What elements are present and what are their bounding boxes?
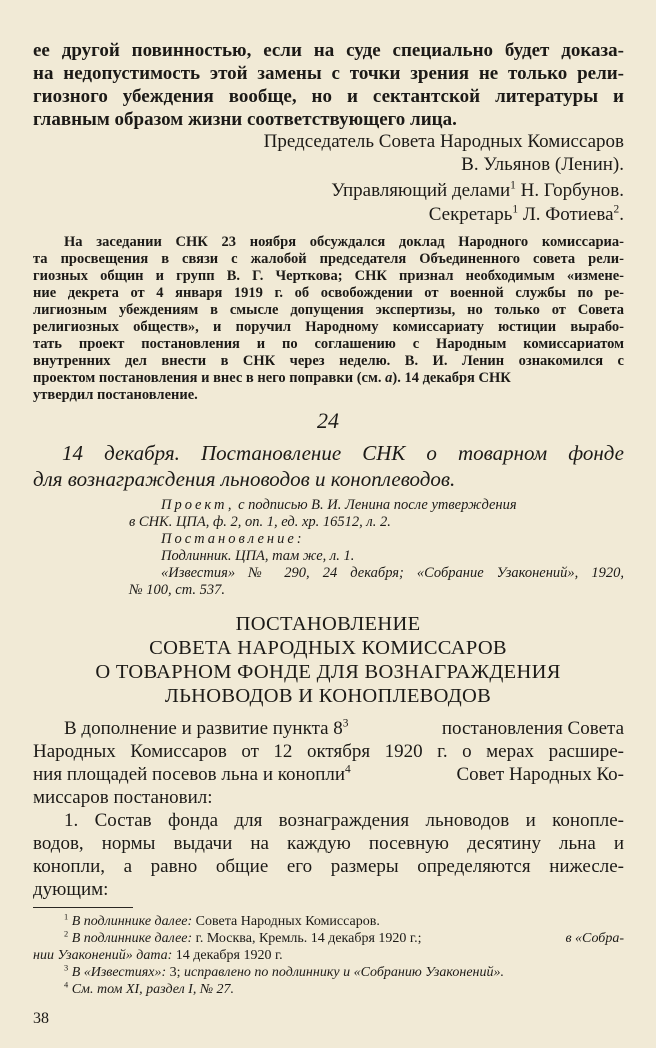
body-line-7: конопли, а равно общие его размеры определяются нижесле- [33,856,624,877]
note-line-9-start [33,370,511,387]
top-paragraph-line-3: гиозного убеждения вообще, но и сектантской литературы и [33,86,624,107]
top-paragraph-line-1: ее другой повинностью, если на суде специально будет доказа- [33,40,624,61]
footnote-1-text: Совета Народных Комиссаров. [192,914,380,929]
secretary-title: Секретарь [428,204,513,225]
source-draft-label [161,497,517,514]
document-number: 24 [317,408,339,433]
body-line-1-start [64,718,349,740]
footnote-3-italic: В «Известиях»: [71,965,167,980]
signature-manager [331,180,624,202]
footnote-ref-2: 2 [613,203,620,216]
signature-chair-title: Председатель Совета Народных Комиссаров [263,131,624,152]
footnote-divider [33,907,133,908]
footnote-ref-1: 1 [510,179,516,192]
footnote-2-cont-text: 14 декабря 1920 г. [172,948,283,963]
footnote-2-italic-end: в «Собра- [565,931,624,946]
body-line-3 [33,764,624,786]
title-line-1: ПОСТАНОВЛЕНИЕ [235,613,421,635]
footnote-3-number: 3 [64,963,69,973]
footnote-4-italic: См. том XI, раздел I, № 27. [71,982,235,997]
note-line-1: На заседании СНК 23 ноября обсуждался доклад Народного комиссариа- [64,234,624,250]
footnote-1 [64,914,380,930]
footnote-4 [64,982,234,998]
footnote-2-cont [33,948,283,964]
document-heading-line-1: 14 декабря. Постановление СНК о товарном фонде [62,441,624,465]
footnote-3-italic-end: исправлено по подлиннику и «Собранию Узаконений». [180,965,505,980]
body-line-1-text: В дополнение и развитие пункта 8 [64,718,343,739]
body-line-8: дующим: [33,879,109,900]
body-line-4: миссаров постановил: [33,787,213,808]
footnote-3 [64,965,504,981]
secretary-name: Л. Фотиева [518,204,614,225]
manager-name: Н. Горбунов. [515,180,624,201]
footnote-2-cont-italic: нии Узаконений» дата: [33,948,173,963]
title-line-2: СОВЕТА НАРОДНЫХ КОМИССАРОВ [149,637,507,659]
source-line-1 [161,497,624,514]
source-line-6: № 100, ст. 537. [129,582,226,598]
body-line-1-end: постановления Совета [441,718,624,739]
note-line-7: тать проект постановления и по соглашению с Народным комиссариатом [33,336,624,352]
footnote-2-italic: В подлиннике далее: [71,931,193,946]
footnote-2-text: г. Москва, Кремль. 14 декабря 1920 г.; [192,931,422,946]
footnote-2-number: 2 [64,929,69,939]
source-line-1-rest: с подписью В. И. Ленина после утверждения [234,497,517,513]
note-cross-reference[interactable]: а [385,370,393,386]
top-paragraph-line-4: главным образом жизни соответствующего лица. [33,109,457,130]
page-number: 38 [33,1010,49,1027]
note-line-9-end: ). 14 декабря СНК [392,370,511,386]
source-label-draft: Проект, [161,497,235,513]
note-line-4: ние декрета от 4 января 1919 г. об освобождении от военной службы по ре- [33,285,624,301]
title-line-3: О ТОВАРНОМ ФОНДЕ ДЛЯ ВОЗНАГРАЖДЕНИЯ [95,661,561,683]
source-line-2: в СНК. ЦПА, ф. 2, оп. 1, ед. хр. 16512, л. 2. [129,514,391,530]
signature-secretary [429,204,624,226]
source-line-5: «Известия» № 290, 24 декабря; «Собрание Узаконений», 1920, [161,565,624,581]
body-line-3-end: Совет Народных Ко- [456,764,624,785]
top-paragraph-line-2: на недопустимость этой замены с точки зрения не только рели- [33,63,624,84]
footnote-2 [64,931,624,947]
footnote-1-number: 1 [64,912,69,922]
body-line-1 [64,718,624,740]
note-line-2: та просвещения в связи с жалобой председателя Объединенного совета рели- [33,251,624,267]
footnote-ref-4: 4 [345,763,351,776]
title-line-4: ЛЬНОВОДОВ И КОНОПЛЕВОДОВ [164,685,492,707]
manager-title: Управляющий делами [331,180,511,201]
footnote-3-text: 3; [166,965,181,980]
note-line-9 [33,370,624,387]
document-heading-line-2: для вознаграждения льноводов и коноплеводов. [33,467,456,491]
footnote-ref-3: 3 [342,717,349,730]
note-line-5: лигиозным убеждениям в смысле допущения экспертизы, но только от Совета [33,302,624,318]
footnote-2-start [64,931,421,947]
footnote-4-number: 4 [64,980,69,990]
source-line-4: Подлинник. ЦПА, там же, л. 1. [161,548,355,564]
note-line-3: гиозных общин и групп В. Г. Черткова; СНК признал необходимым «измене- [33,268,624,284]
source-label-resolution: Постановление: [161,531,305,547]
note-line-6: религиозных обществ», и поручил Народному комиссариату юстиции вырабо- [33,319,624,335]
footnote-1-italic: В подлиннике далее: [71,914,193,929]
note-line-9-text: проектом постановления и внес в него поправки (см. [33,370,386,386]
secretary-end: . [619,204,624,225]
body-line-6: водов, нормы выдачи на каждую посевную десятину льна и [33,833,624,854]
signature-chair-name: В. Ульянов (Ленин). [461,154,624,175]
note-line-8: внутренних дел внести в СНК через неделю. В. И. Ленин ознакомился с [33,353,624,369]
body-line-3-text: ния площадей посевов льна и конопли [33,764,346,785]
body-line-3-start [33,764,351,786]
body-line-5: 1. Состав фонда для вознаграждения льноводов и коноплe- [64,810,624,831]
footnote-ref-1b: 1 [512,203,519,216]
note-line-10: утвердил постановление. [33,387,198,403]
body-line-2: Народных Комиссаров от 12 октября 1920 г. о мерах расшире- [33,741,624,762]
